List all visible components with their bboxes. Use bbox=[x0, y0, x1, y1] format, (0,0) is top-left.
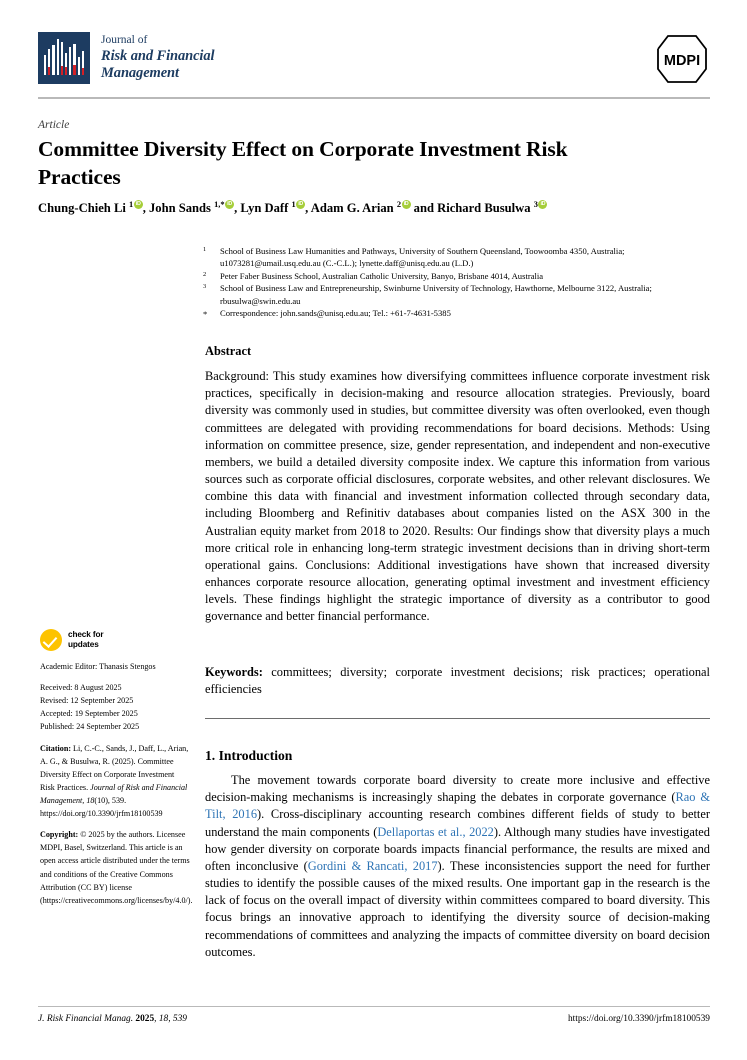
svg-text:MDPI: MDPI bbox=[663, 53, 701, 69]
affiliation-marker: 1 bbox=[203, 246, 207, 253]
affiliation-text: Peter Faber Business School, Australian Catholic University, Banyo, Brisbane 4014, Australia bbox=[220, 270, 544, 281]
logo-bar bbox=[57, 39, 59, 75]
sidebar-metadata bbox=[40, 630, 193, 915]
section-heading-introduction: 1. Introduction bbox=[205, 748, 293, 763]
logo-bar-accent bbox=[61, 66, 63, 75]
affiliation-row bbox=[203, 282, 711, 306]
author-list: Chung-Chieh Li $^1$ iD , John Sands $^{1,*}$ iD , Lyn Daff $^1$ iD , Adam G. Arian $^2$iD and Richard Busulwa $^3$iD bbox=[38, 200, 703, 217]
date-published: Published: 24 September 2025 bbox=[40, 722, 140, 732]
date-accepted: Accepted: 19 September 2025 bbox=[40, 709, 138, 719]
keywords-label: Keywords: bbox=[205, 665, 263, 679]
logo-bar bbox=[48, 49, 50, 75]
check-for-updates-label bbox=[68, 630, 104, 649]
footer-citation: J. Risk Financial Manag. 2025, 18, 539 bbox=[38, 1014, 187, 1024]
mdpi-logo-icon bbox=[654, 34, 710, 84]
academic-editor: Academic Editor: Thanasis Stengos bbox=[40, 662, 156, 671]
date-received: Received: 8 August 2025 bbox=[40, 683, 122, 693]
checkmark-icon bbox=[40, 629, 62, 651]
logo-bar bbox=[44, 55, 46, 75]
footer-divider bbox=[38, 1006, 710, 1007]
affiliation-row bbox=[203, 270, 711, 282]
logo-bar-accent bbox=[82, 68, 84, 75]
journal-name-line2: Risk and Financial bbox=[101, 47, 215, 64]
affiliations-list bbox=[203, 245, 711, 321]
affiliation-text: School of Business Law Humanities and Pathways, University of Southern Queensland, Toowoomba 4350, Australia; u1073281@umail.usq.edu.au (C.-C.L.); lynette.daff@unisq.edu.au (L.D.) bbox=[220, 246, 625, 269]
journal-name-line1: Journal of bbox=[101, 34, 148, 47]
affiliation-text: School of Business Law and Entrepreneurship, Swinburne University of Technology, Hawthorne, Melbourne 3122, Australia; rbusulwa@swin.edu.au bbox=[220, 283, 652, 306]
logo-bar bbox=[82, 51, 84, 75]
logo-bar-accent bbox=[48, 67, 50, 75]
logo-bar bbox=[73, 44, 75, 75]
correspondence-row bbox=[203, 307, 711, 320]
correspondence-marker: * bbox=[203, 309, 208, 320]
cfu-line2: updates bbox=[68, 640, 99, 649]
header-divider bbox=[38, 97, 710, 99]
publication-dates bbox=[40, 681, 190, 733]
journal-logo-bars bbox=[44, 39, 84, 75]
keywords-block bbox=[205, 664, 710, 699]
logo-bar-accent bbox=[73, 65, 75, 75]
journal-logo-text bbox=[101, 34, 214, 82]
copyright-block: Copyright: © 2025 by the authors. Licensee MDPI, Basel, Switzerland. This article is an open access article distributed under the terms and conditions of the Creative Commons Attribution (CC BY) license (https://creativecommons.org/licenses/by/4.0/). bbox=[40, 830, 193, 905]
logo-bar bbox=[61, 42, 63, 75]
date-revised: Revised: 12 September 2025 bbox=[40, 696, 134, 706]
journal-logo bbox=[38, 32, 214, 84]
logo-bar bbox=[52, 45, 54, 75]
logo-bar bbox=[65, 53, 67, 75]
correspondence-text: Correspondence: john.sands@unisq.edu.au; Tel.: +61-7-4631-5385 bbox=[220, 308, 451, 319]
logo-bar-accent bbox=[65, 67, 67, 75]
abstract-text: Background: This study examines how diversifying committees influence corporate investment risk practices, specifically in decision-making and resource allocation strategies. Previously, board diversity was commonly used in studies, but committee diversity was often overlooked, even though committees are delegated with providing recommendations for board decisions. Methods: Using information on committee presence, size, gender representation, and independent and non-executive members, we build a detailed diversity composite index. We capture this information from various sources such as corporate official disclosures, corporate websites, and other relevant disclosures. We combine this data with financial and investment information collected through secondary data, including Bloomberg and Refinitiv databases about companies listed on the ASX 300 in the Australian equity market from 2018 to 2020. Results: Our findings show that diversity plays a much more critical role in enhancing long-term strategic investment decisions than in driving short-term operational gains. Conclusions: Additional investigations have shown that increased diversity enhances corporate resource allocation, generating optimal investment and investment efficiency levels. These findings highlight the strategic importance of diversity as a contributor to good governance and better financial performance. bbox=[205, 369, 710, 624]
affiliation-marker: 2 bbox=[203, 270, 207, 278]
affiliation-marker: 3 bbox=[203, 283, 207, 291]
abstract-heading: Abstract bbox=[205, 344, 252, 358]
section-divider bbox=[205, 718, 710, 719]
article-type-label: Article bbox=[38, 119, 70, 131]
page-title: Committee Diversity Effect on Corporate Investment Risk Practices bbox=[38, 137, 568, 189]
footer-doi[interactable]: https://doi.org/10.3390/jrfm18100539 bbox=[567, 1014, 710, 1024]
introduction-body bbox=[205, 772, 710, 961]
introduction-paragraph: The movement towards corporate board diversity to create more inclusive and effective decision-making mechanisms is increasingly shaping the debates in corporate governance (Rao & Tilt, 2016). Cross-disciplinary accounting research combines different fields of study to better understand the main components (Dellaportas et al., 2022). Although many studies have investigated how gender diversity on corporate boards impacts financial performance, the results are mixed and often inconclusive (Gordini & Rancati, 2017). These inconsistencies support the need for further studies to identify the possible causes of the mixed results. One important gap in the research is the lack of focus on the overall impact of diversity within committees compared to board diversity. This focus brings an innovative approach to identifying the diversity source of decision-making recommendations of committees and analyzing the impacts of committee diversity on board decision outcomes. bbox=[205, 773, 710, 959]
cfu-line1: check for bbox=[68, 630, 104, 640]
page-header bbox=[38, 32, 710, 88]
keywords-text: committees; diversity; corporate investment decisions; risk practices; operational efficiencies bbox=[205, 665, 710, 697]
affiliation-row bbox=[203, 245, 711, 269]
logo-bar bbox=[78, 57, 80, 75]
citation-block: Citation: Li, C.-C., Sands, J., Daff, L., Arian, A. G., & Busulwa, R. (2025). Committee Diversity Effect on Corporate Investment Risk Practices. Journal of Risk and Financial Management, 18(10), 539. https://doi.org/10.3390/jrfm18100539 bbox=[40, 743, 189, 819]
journal-name-line3: Management bbox=[101, 64, 179, 81]
check-for-updates-badge[interactable] bbox=[40, 629, 190, 651]
page-footer bbox=[38, 1014, 710, 1024]
logo-bar bbox=[69, 47, 71, 75]
journal-logo-mark bbox=[38, 32, 90, 84]
